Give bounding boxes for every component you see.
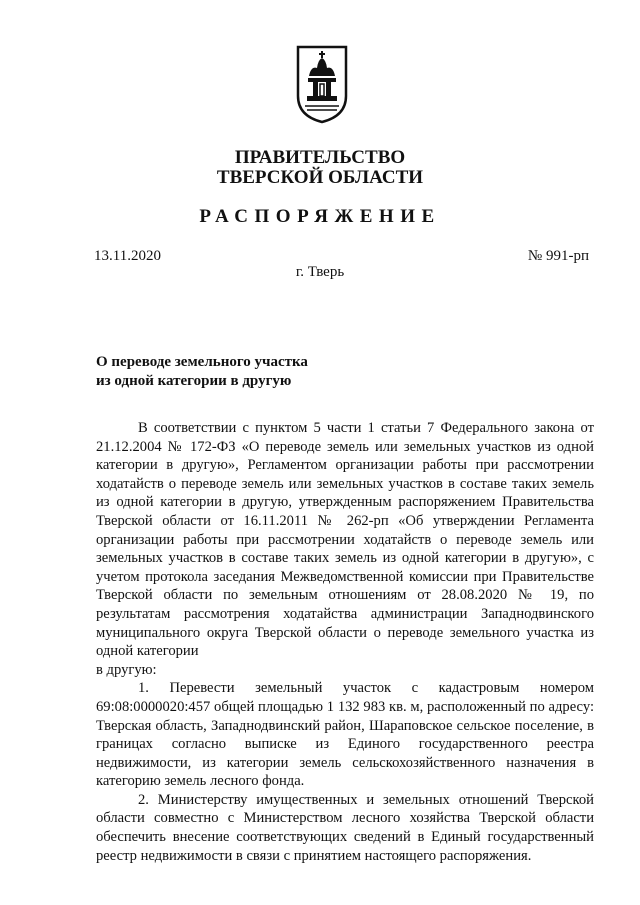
document-subject xyxy=(96,353,308,391)
clause-2: 2. Министерству имущественных и земельных отношений Тверской области совместно с Министерством лесного хозяйства Тверской области обеспечить внесение соответствующих сведений в Единый государственный реестр недвижимости в связи с принятием настоящего распоряжения. xyxy=(96,791,594,864)
preamble-paragraph: В соответствии с пунктом 5 части 1 статьи 7 Федерального закона от 21.12.2004 № 172-ФЗ «О переводе земель или земельных участков из одной категории в другую», Регламентом организации работы при рассмотрении ходатайств о переводе земель или земельных участков в составе таких земель из одной категории в другую, утвержденным распоряжением Правительства Тверской области от 16.11.2011 № 262-рп «Об утверждении Регламента организации работы при рассмотрении ходатайств о переводе земель или земельных участков в составе таких земель из одной категории в другую», с учетом протокола заседания Межведомственной комиссии при Правительстве Тверской области по земельным отношениям от 28.08.2020 № 19, по результатам рассмотрения ходатайства администрации Западнодвинского муниципального округа Тверской области о переводе земельного участка из одной категории xyxy=(96,420,594,660)
document-city: г. Тверь xyxy=(295,264,345,280)
subject-line: О переводе земельного участка xyxy=(96,354,308,370)
document-body xyxy=(96,419,594,865)
document-type: РАСПОРЯЖЕНИЕ xyxy=(199,206,441,227)
document-number: № 991-рп xyxy=(527,248,589,264)
clause-1: 1. Перевести земельный участок с кадастровым номером 69:08:0000020:457 общей площадью 1 132 983 кв. м, расположенный по адресу: Тверская область, Западнодвинский район, Шараповское сельское поселение, в границах согласно выписке из Единого государственного реестра недвижимости, из категории земель сельскохозяйственного назначения в категорию земель лесного фонда. xyxy=(96,680,594,790)
organization-name: ПРАВИТЕЛЬСТВО xyxy=(234,147,406,168)
subject-line: из одной категории в другую xyxy=(96,373,292,389)
organization-region: ТВЕРСКОЙ ОБЛАСТИ xyxy=(216,167,424,188)
coat-of-arms-emblem xyxy=(295,44,349,124)
document-date: 13.11.2020 xyxy=(94,248,161,264)
preamble-ending: в другую: xyxy=(96,661,157,678)
